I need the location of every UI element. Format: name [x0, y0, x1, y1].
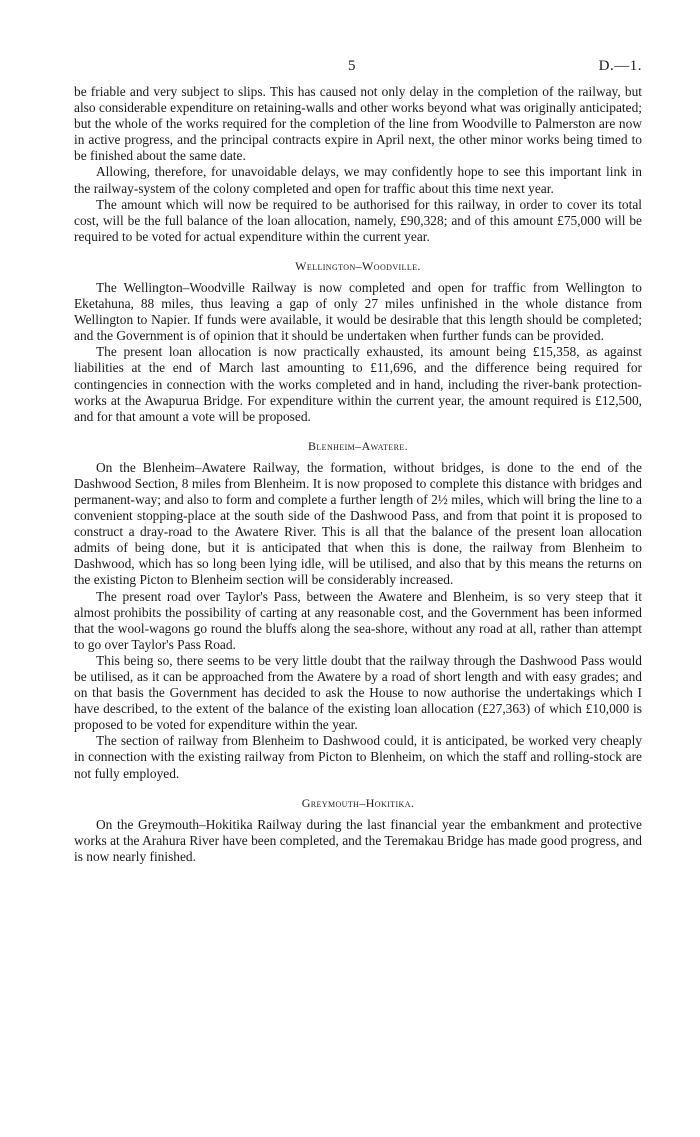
section-heading-greymouth-hokitika: Greymouth–Hokitika. — [301, 795, 415, 810]
section-paragraph: The section of railway from Blenheim to Dashwood could, it is anticipated, be worked very cheaply in connection with the existing railway from Picton to Blenheim, on which the staff and rolling-stock are not fully employed. — [74, 733, 642, 781]
intro-paragraph: The amount which will now be required to be authorised for this railway, in order to cover its total cost, will be the full balance of the loan allocation, namely, £90,328; and of this amount £75,000 will be required to be voted for actual expenditure within the current year. — [74, 196, 642, 244]
document-page — [74, 58, 642, 865]
section-paragraph: On the Blenheim–Awatere Railway, the formation, without bridges, is done to the end of the Dashwood Section, 8 miles from Blenheim. It is now proposed to complete this distance with bridges and permanent-way; and also to form and complete a further length of 2½ miles, which will bring the line to a convenient stopping-place at the south side of the Dashwood Pass, and from that point it is proposed to construct a dray-road to the Awatere River. This is all that the balance of the present loan allocation admits of being done, but it is anticipated that when this is done, the railway from Blenheim to Dashwood, which has so long been lying idle, will be utilised, and also that by this means the returns on the existing Picton to Blenheim section will be considerably increased. — [74, 459, 642, 588]
intro-paragraph: Allowing, therefore, for unavoidable delays, we may confidently hope to see this important link in the railway-system of the colony completed and open for traffic about this time next year. — [74, 164, 642, 196]
intro-paragraph: be friable and very subject to slips. This has caused not only delay in the completion of the railway, but also considerable expenditure on retaining-walls and other works beyond what was originally anticipated; but the whole of the works required for the completion of the line from Woodville to Palmerston are now in active progress, and the principal contracts expire in April next, the other minor works being timed to be finished about the same date. — [74, 84, 642, 164]
section-paragraph: The Wellington–Woodville Railway is now completed and open for traffic from Wellington to Eketahuna, 88 miles, thus leaving a gap of only 27 miles unfinished in the whole distance from Wellington to Napier. If funds were available, it would be desirable that this length should be completed; and the Government is of opinion that it should be undertaken when further funds can be provided. — [74, 279, 642, 344]
document-reference: D.—1. — [598, 58, 642, 74]
section-paragraph: This being so, there seems to be very little doubt that the railway through the Dashwood Pass would be utilised, as it can be approached from the Awatere by a road of short length and with easy grades; and on that basis the Government has decided to ask the House to now authorise the undertakings which I have described, to the extent of the balance of the existing loan allocation (£27,363) of which £10,000 is proposed to be voted for expenditure within the year. — [74, 652, 642, 733]
section-paragraph: The present road over Taylor's Pass, between the Awatere and Blenheim, is so very steep that it almost prohibits the possibility of carting at any reasonable cost, and the Government has been informed that the wool-wagons go round the bluffs along the sea-shore, without any road at all, rather than attempt to go over Taylor's Pass Road. — [74, 588, 642, 652]
section-paragraph: The present loan allocation is now practically exhausted, its amount being £15,358, as against liabilities at the end of March last amounting to £11,696, and the difference being required for contingencies in connection with the works completed and in hand, including the river-bank protection-works at the Awapurua Bridge. For expenditure within the current year, the amount required is £12,500, and for that amount a vote will be proposed. — [74, 344, 642, 424]
section-heading-blenheim-awatere: Blenheim–Awatere. — [307, 438, 408, 453]
section-heading-wellington-woodville: Wellington–Woodville. — [295, 258, 421, 273]
page-number: 5 — [348, 58, 356, 74]
section-paragraph: On the Greymouth–Hokitika Railway during the last financial year the embankment and protective works at the Arahura River have been completed, and the Teremakau Bridge has made good progress, and is now nearly finished. — [74, 816, 642, 864]
page-header — [74, 58, 642, 84]
